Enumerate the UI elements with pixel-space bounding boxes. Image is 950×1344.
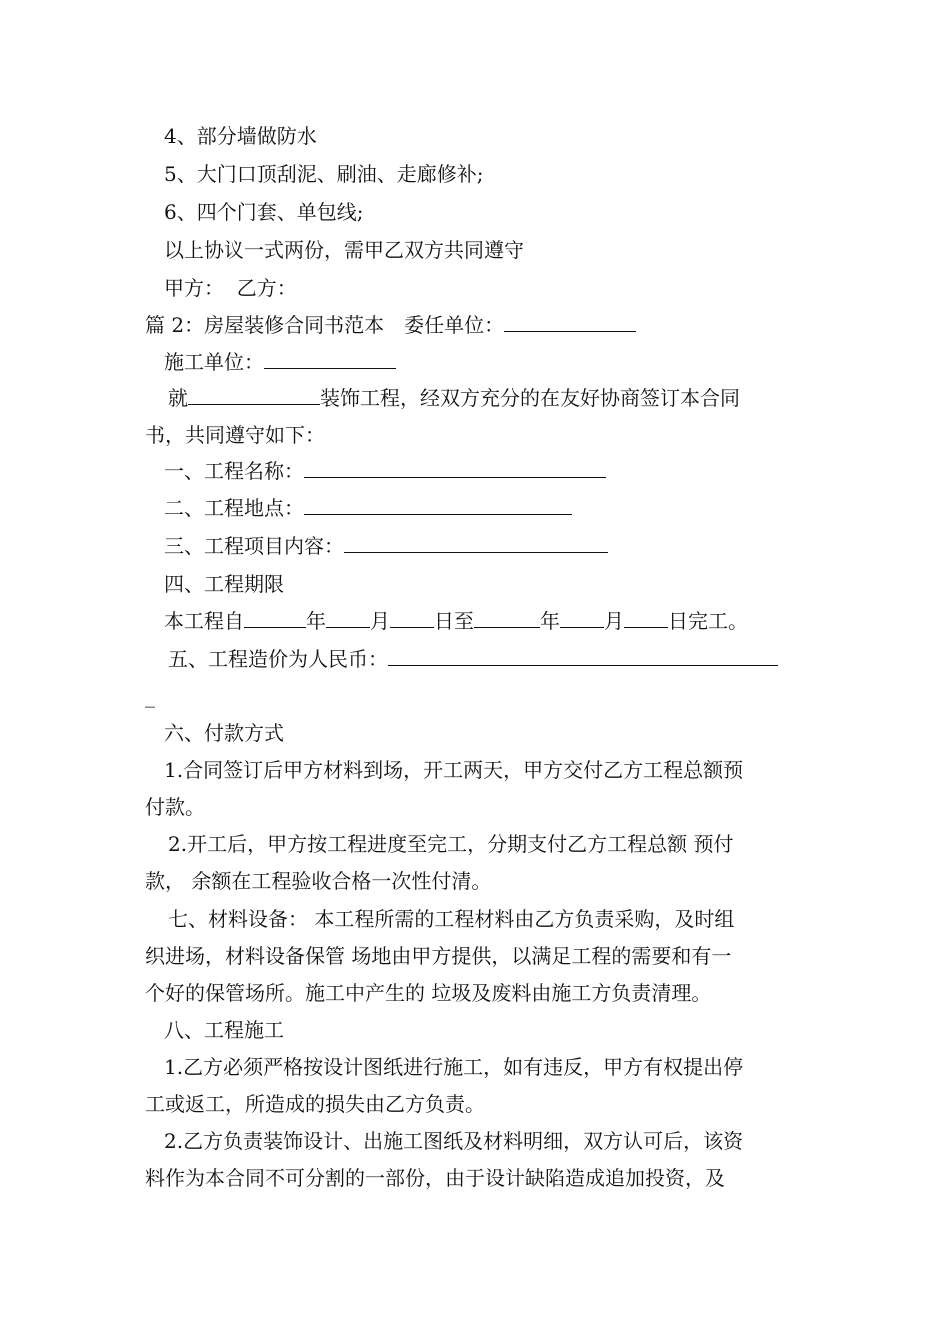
project-content-line [164,532,608,560]
project-location-blank [304,494,572,515]
end-year-blank [474,607,540,628]
start-month-blank [326,607,370,628]
item-4: 4、部分墙做防水 [164,124,317,148]
start-year-blank [244,607,306,628]
heading-title: 篇 2：房屋装修合同书范本 [145,313,385,337]
project-price-blank [388,645,778,666]
intro-line-1 [168,384,740,412]
project-name-blank [304,457,606,478]
item-6: 6、四个门套、单包线; [164,200,364,224]
construction-item-1-line-2: 工或返工，所造成的损失由乙方负责。 [145,1092,485,1116]
price-overflow: _ [145,684,155,708]
materials-line-2: 织进场，材料设备保管 场地由甲方提供，以满足工程的需要和有一 [145,944,732,968]
project-blank [188,384,320,405]
contractor-blank [264,348,396,369]
agreement-text: 以上协议一式两份，需甲乙双方共同遵守 [164,238,524,262]
intro-prefix: 就 [168,386,188,410]
day-end-label: 日完工。 [668,609,748,633]
project-content-label: 三、工程项目内容： [164,534,344,558]
payment-item-1-line-1: 1.合同签订后甲方材料到场，开工两天，甲方交付乙方工程总额预 [164,758,744,782]
construction-item-2-line-2: 料作为本合同不可分割的一部份，由于设计缺陷造成追加投资，及 [145,1166,725,1190]
intro-line-2: 书，共同遵守如下： [145,423,325,447]
project-location-label: 二、工程地点： [164,496,304,520]
payment-heading: 六、付款方式 [164,721,284,745]
payment-item-2-line-2: 款， 余额在工程验收合格一次性付清。 [145,869,492,893]
section-heading [145,311,636,339]
intro-suffix: 装饰工程，经双方充分的在友好协商签订本合同 [320,386,740,410]
year-label: 年 [306,609,326,633]
project-period-detail [164,607,748,635]
period-prefix: 本工程自 [164,609,244,633]
year-label-2: 年 [540,609,560,633]
construction-heading: 八、工程施工 [164,1018,284,1042]
client-blank [504,311,636,332]
day-to-label: 日至 [434,609,474,633]
start-day-blank [390,607,434,628]
materials-line-3: 个好的保管场所。施工中产生的 垃圾及废料由施工方负责清理。 [145,981,712,1005]
payment-item-1-line-2: 付款。 [145,795,205,819]
materials-line-1: 七、材料设备： 本工程所需的工程材料由乙方负责采购，及时组 [168,907,735,931]
signature-line: 甲方： 乙方： [164,276,297,300]
end-month-blank [560,607,604,628]
item-5: 5、大门口顶刮泥、刷油、走廊修补; [164,162,484,186]
payment-item-2-line-1: 2.开工后，甲方按工程进度至完工，分期支付乙方工程总额 预付 [168,832,734,856]
construction-item-1-line-1: 1.乙方必须严格按设计图纸进行施工，如有违反，甲方有权提出停 [164,1055,744,1079]
project-period-heading: 四、工程期限 [164,572,284,596]
project-price-label: 五、工程造价为人民币： [168,647,388,671]
project-content-blank [344,532,608,553]
project-location-line [164,494,572,522]
contractor-line [164,348,396,376]
project-name-label: 一、工程名称： [164,459,304,483]
construction-item-2-line-1: 2.乙方负责装饰设计、出施工图纸及材料明细，双方认可后，该资 [164,1129,744,1153]
month-label: 月 [370,609,390,633]
month-label-2: 月 [604,609,624,633]
contractor-label: 施工单位： [164,350,264,374]
project-name-line [164,457,606,485]
project-price-line [168,645,778,673]
end-day-blank [624,607,668,628]
client-label: 委任单位： [404,313,505,337]
